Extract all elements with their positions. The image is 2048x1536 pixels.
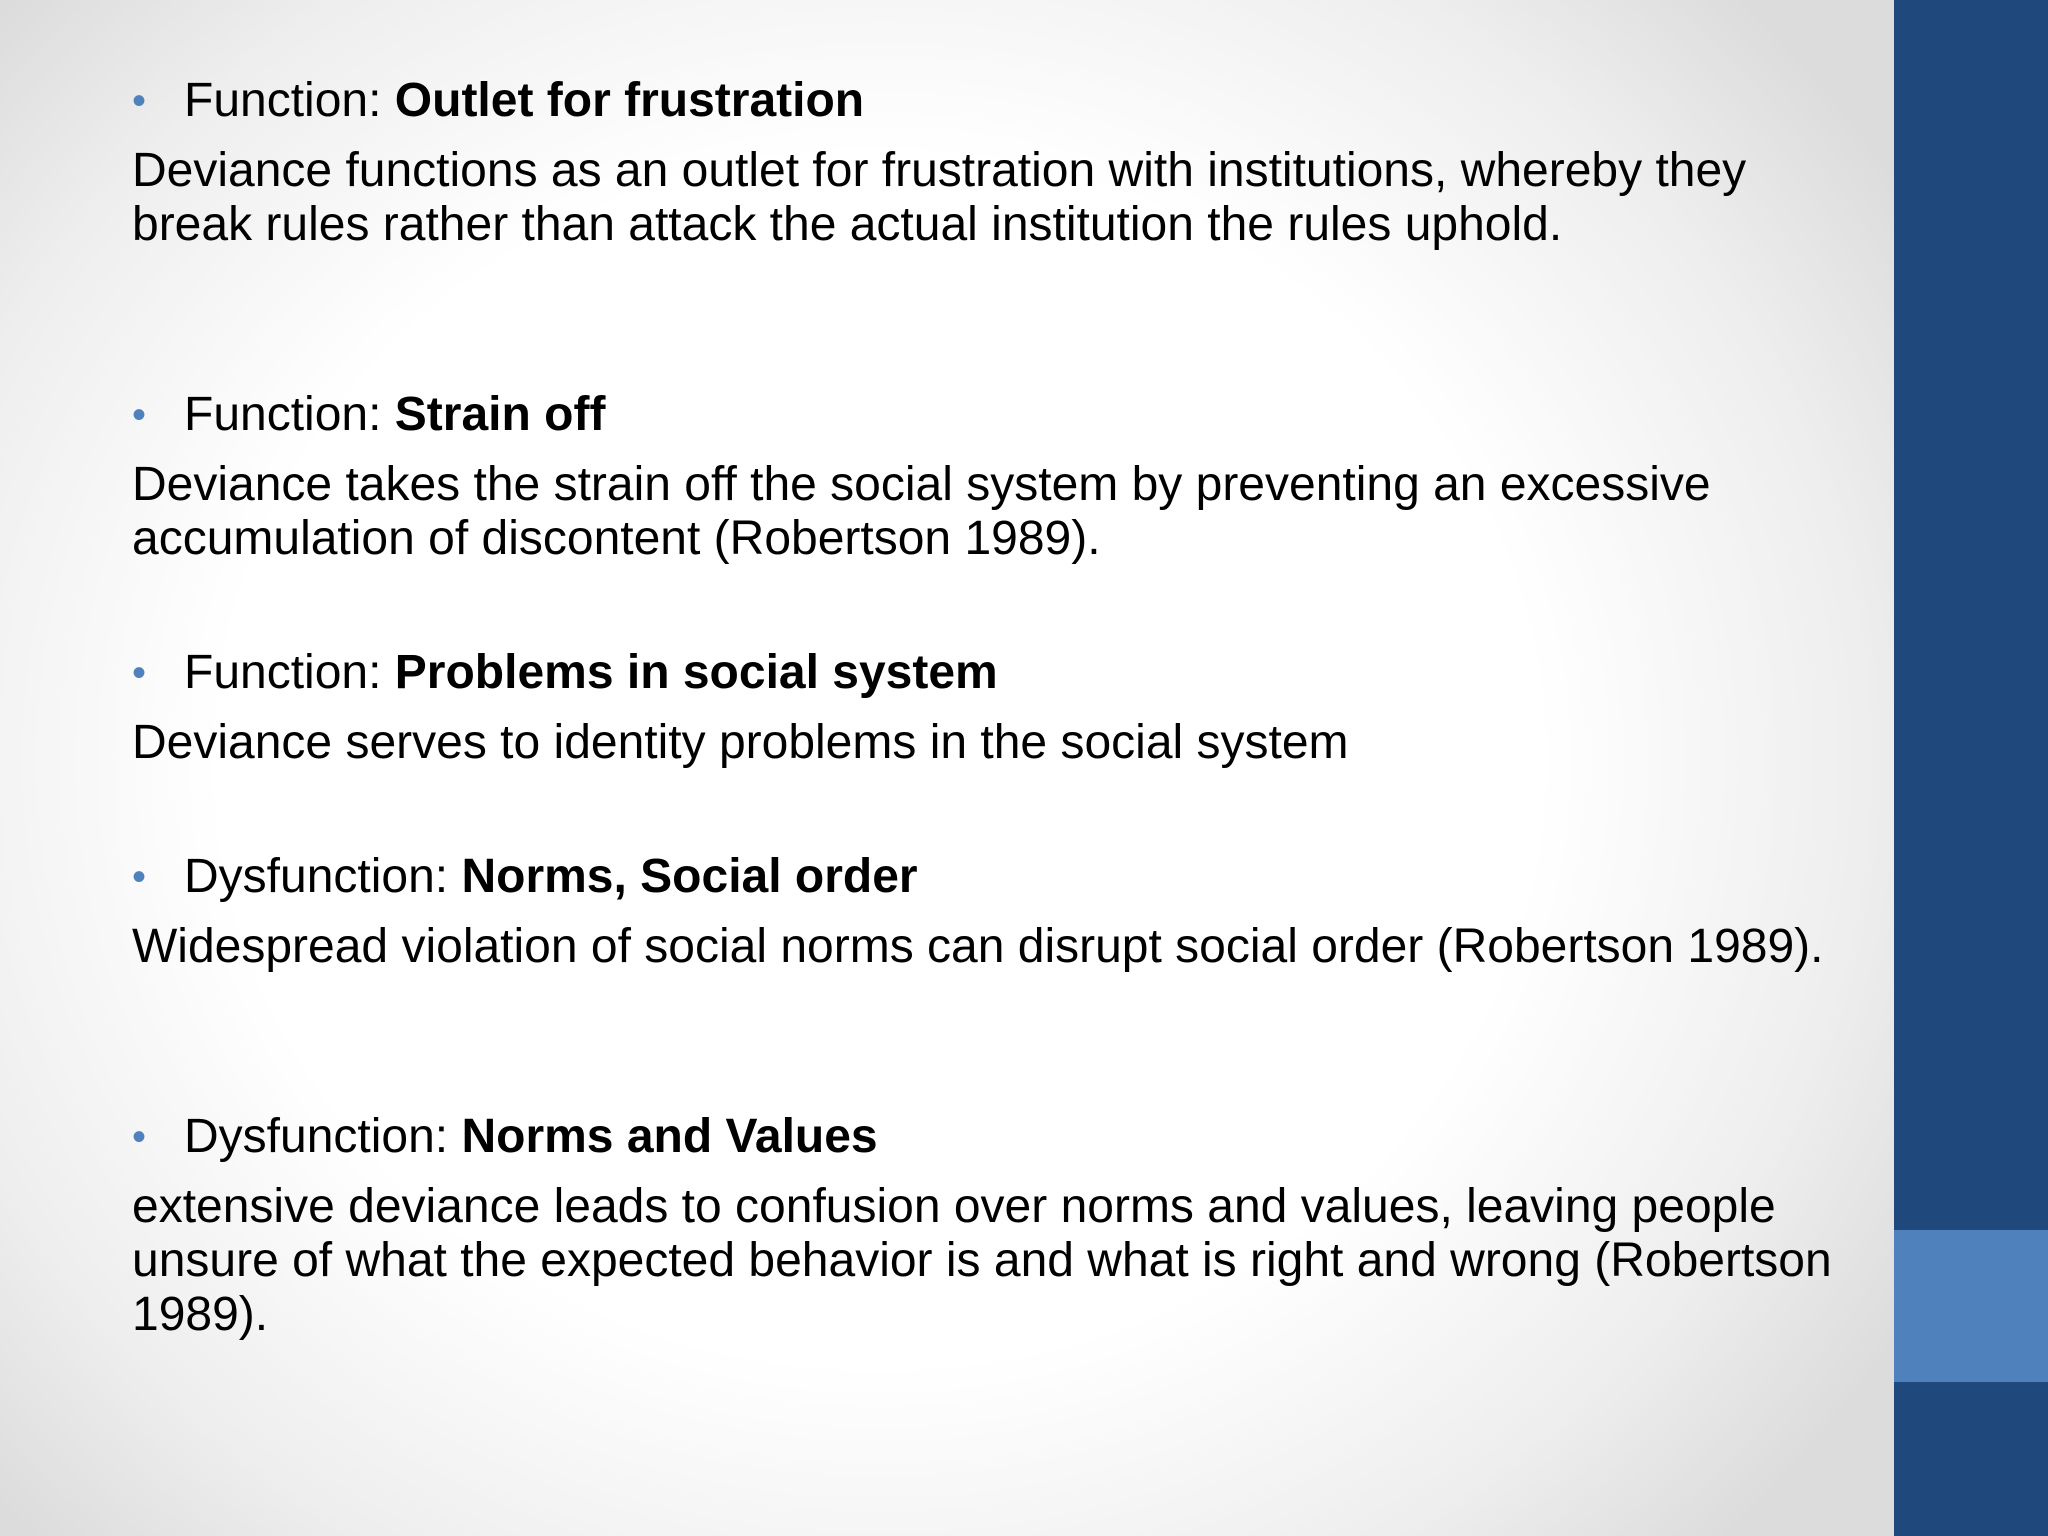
- heading-prefix: Dysfunction:: [184, 850, 462, 903]
- entry-description: Deviance takes the strain off the social system by preventing an excessive accumulation of discontent (Robertson 1989).: [132, 458, 1711, 565]
- bullet-dot-icon: •: [132, 79, 147, 123]
- heading-keyword: Outlet for frustration: [394, 74, 865, 127]
- heading-keyword: Strain off: [394, 388, 606, 441]
- entry-strain-off: [132, 384, 1872, 566]
- bullet-dot-icon: •: [132, 651, 147, 695]
- entry-description: Deviance functions as an outlet for frustration with institutions, whereby they break rules rather than attack the actual institution the rules uphold.: [132, 144, 1747, 251]
- sidebar-accent-block: [1894, 1230, 2048, 1382]
- heading-prefix: Function:: [184, 388, 395, 441]
- bullet-heading: [132, 384, 1872, 446]
- heading-prefix: Dysfunction:: [184, 1110, 462, 1163]
- entry-norms-social-order: [132, 846, 1872, 974]
- bullet-heading: [132, 642, 1872, 704]
- heading-keyword: Norms and Values: [461, 1110, 878, 1163]
- entry-norms-and-values: [132, 1106, 1872, 1342]
- heading-keyword: Norms, Social order: [461, 850, 918, 903]
- entry-description: Widespread violation of social norms can disrupt social order (Robertson 1989).: [132, 920, 1824, 973]
- entry-problems-in-social-system: [132, 642, 1872, 770]
- heading-keyword: Problems in social system: [394, 646, 998, 699]
- bullet-heading: [132, 846, 1872, 908]
- bullet-heading: [132, 70, 1872, 132]
- bullet-dot-icon: •: [132, 855, 147, 899]
- heading-prefix: Function:: [184, 646, 395, 699]
- entry-description: extensive deviance leads to confusion over norms and values, leaving people unsure of what the expected behavior is and what is right and wrong (Robertson 1989).: [132, 1180, 1832, 1341]
- bullet-dot-icon: •: [132, 393, 147, 437]
- heading-prefix: Function:: [184, 74, 395, 127]
- bullet-heading: [132, 1106, 1872, 1168]
- bullet-dot-icon: •: [132, 1115, 147, 1159]
- entry-outlet-for-frustration: [132, 70, 1872, 252]
- entry-description: Deviance serves to identity problems in the social system: [132, 716, 1349, 769]
